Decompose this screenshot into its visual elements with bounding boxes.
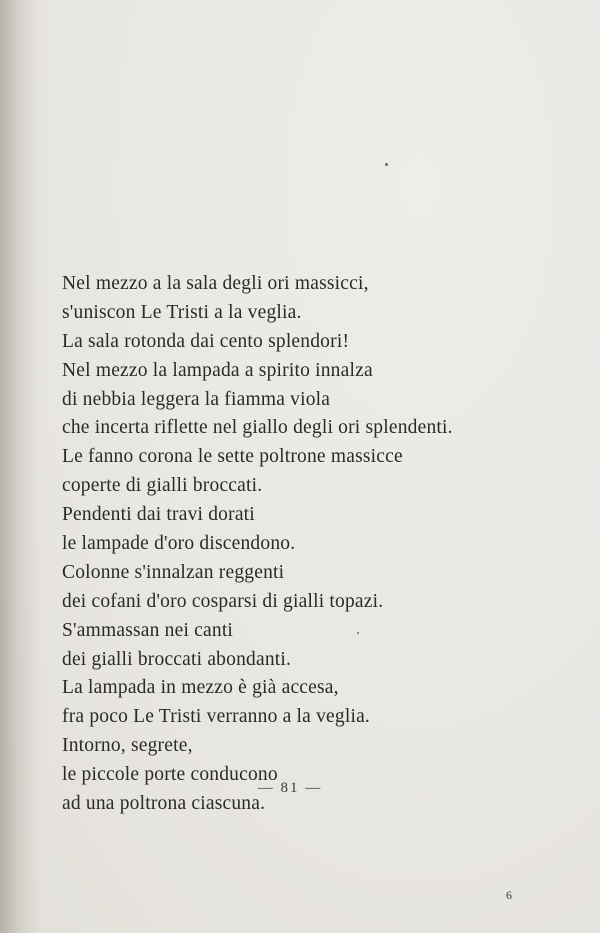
poem-line: ad una poltrona ciascuna. — [62, 793, 266, 815]
poem-line: Intorno, segrete, — [62, 735, 193, 757]
poem-text — [62, 270, 562, 819]
poem-line: S'ammassan nei canti — [62, 619, 234, 641]
poem-line: di nebbia leggera la fiamma viola — [62, 388, 331, 410]
poem-line: La sala rotonda dai cento splendori! — [62, 330, 350, 352]
poem-line: La lampada in mezzo è già accesa, — [62, 677, 339, 699]
page-number: — 81 — — [257, 780, 323, 796]
paper-speck — [385, 163, 388, 166]
poem-line: dei cofani d'oro cosparsi di gialli topazi. — [62, 590, 384, 612]
poem-line: s'uniscon Le Tristi a la veglia. — [62, 301, 302, 323]
poem-line: Le fanno corona le sette poltrone massicce — [62, 446, 403, 468]
poem-line: dei gialli broccati abondanti. — [62, 648, 292, 670]
poem-line: Nel mezzo la lampada a spirito innalza — [62, 359, 373, 381]
poem-line: le lampade d'oro discendono. — [62, 533, 296, 555]
poem-line: Colonne s'innalzan reggenti — [62, 561, 285, 583]
poem-line: coperte di gialli broccati. — [62, 475, 263, 497]
poem-line: le piccole porte conducono — [62, 764, 278, 786]
signature-mark: 6 — [506, 888, 512, 902]
poem-line: che incerta riflette nel giallo degli ori splendenti. — [62, 417, 453, 439]
poem-line: Nel mezzo a la sala degli ori massicci, — [62, 273, 369, 294]
poem-line: Pendenti dai travi dorati — [62, 504, 255, 526]
poem-line: fra poco Le Tristi verranno a la veglia. — [62, 706, 370, 728]
